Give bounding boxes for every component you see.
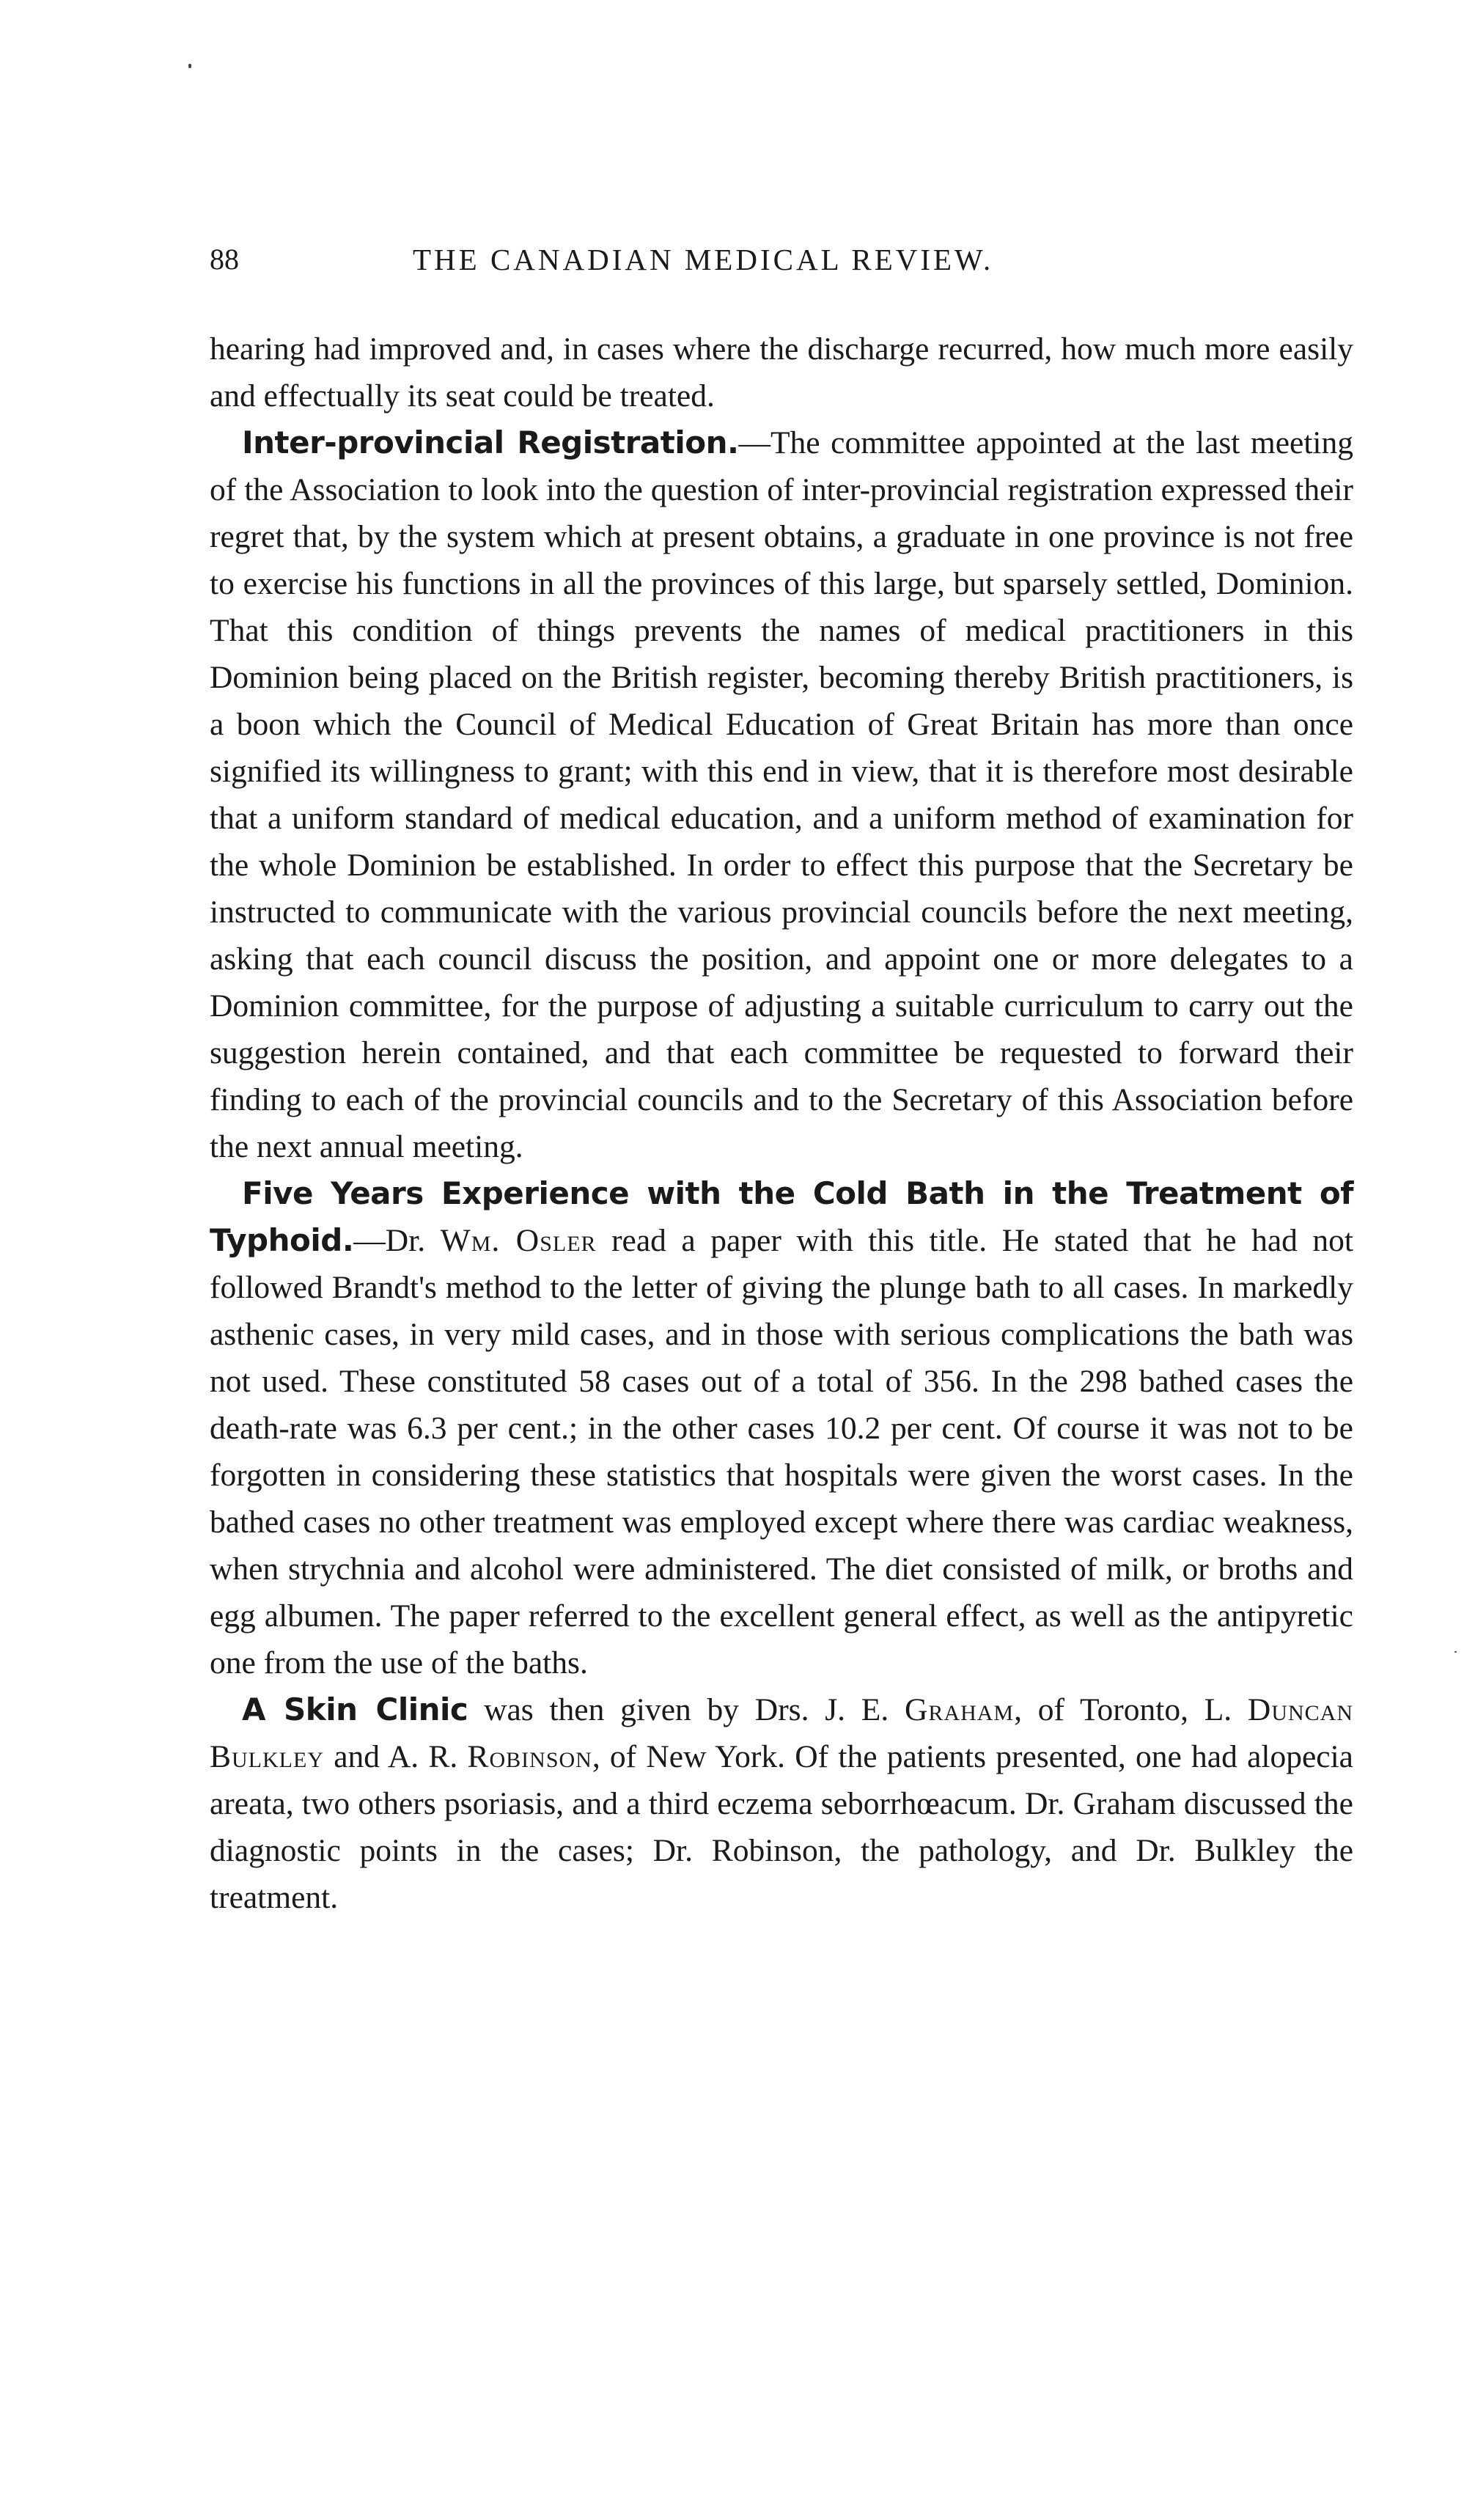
section-heading-cold-bath: Five Years Experience with the Cold Bath in the Treatment of Typhoid.	[210, 1175, 1353, 1258]
paragraph-text: read a paper with this title. He stated that he had not followed Brandt's method to the letter of giving the plunge bath to all cases. In markedly asthenic cases, in very mild cases, and in those with serious complications the bath was not used. These constituted 58 cases out of a total of 356. In the 298 bathed cases the death-rate was 6.3 per cent.; in the other cases 10.2 per cent. Of course it was not to be forgotten in considering these statistics that hospitals were given the worst cases. In the bathed cases no other treatment was employed except where there was cardiac weakness, when strychnia and alcohol were administered. The diet consisted of milk, or broths and egg albumen. The paper referred to the excellent general effect, as well as the antipyretic one from the use of the baths.	[210, 1223, 1354, 1680]
paragraph-connector: , of Toronto, L.	[1014, 1692, 1248, 1727]
section-heading-skin-clinic: A Skin Clinic	[242, 1691, 468, 1727]
journal-title: THE CANADIAN MEDICAL REVIEW.	[413, 243, 994, 276]
author-name: Robinson	[467, 1739, 592, 1774]
author-name: Graham	[905, 1692, 1015, 1727]
paragraph-skin-clinic	[210, 1686, 1353, 1921]
book-page	[210, 242, 1353, 1921]
article-body	[210, 326, 1353, 1921]
paragraph-registration	[210, 419, 1353, 1170]
paragraph-text: hearing had improved and, in cases where the discharge recurred, how much more easily and effectually its seat could be treated.	[210, 331, 1353, 414]
running-head	[210, 242, 1353, 290]
author-name: Wm. Osler	[440, 1223, 597, 1258]
page-number: 88	[210, 243, 239, 276]
paragraph-lead: was then given by Drs. J. E.	[468, 1692, 905, 1727]
paragraph-text: —The committee appointed at the last meeting of the Association to look into the question of inter-provincial registration expressed their regret that, by the system which at present obtains, a graduate in one province is not free to exercise his functions in all the provinces of this large, but sparsely settled, Dominion. That this condition of things prevents the names of medical practitioners in this Dominion being placed on the British register, becoming thereby British practitioners, is a boon which the Council of Medical Education of Great Britain has more than once signified its willingness to grant; with this end in view, that it is therefore most desirable that a uniform standard of medical education, and a uniform method of examination for the whole Dominion be established. In order to effect this purpose that the Secretary be instructed to communicate with the various provincial councils before the next meeting, asking that each council discuss the position, and appoint one or more delegates to a Dominion committee, for the purpose of adjusting a suitable curriculum to carry out the suggestion herein contained, and that each committee be requested to forward their finding to each of the provincial councils and to the Secretary of this Association before the next annual meeting.	[210, 425, 1354, 1164]
paragraph-cold-bath	[210, 1170, 1353, 1686]
scan-speck	[1454, 1651, 1457, 1653]
paragraph-lead: —Dr.	[353, 1223, 441, 1258]
scan-speck	[188, 64, 191, 68]
paragraph-text: , of New York. Of the patients presented, one had alopecia areata, two others psoriasis, and a third eczema seborrhœacum. Dr. Graham discussed the diagnostic points in the cases; Dr. Robinson, the pathology, and Dr. Bulkley the treatment.	[210, 1739, 1353, 1915]
author-name: Duncan Bulkley	[210, 1692, 1353, 1774]
section-heading-registration: Inter-provincial Registration.	[242, 425, 739, 460]
paragraph-connector: and A. R.	[324, 1739, 468, 1774]
paragraph-continuation	[210, 326, 1353, 419]
